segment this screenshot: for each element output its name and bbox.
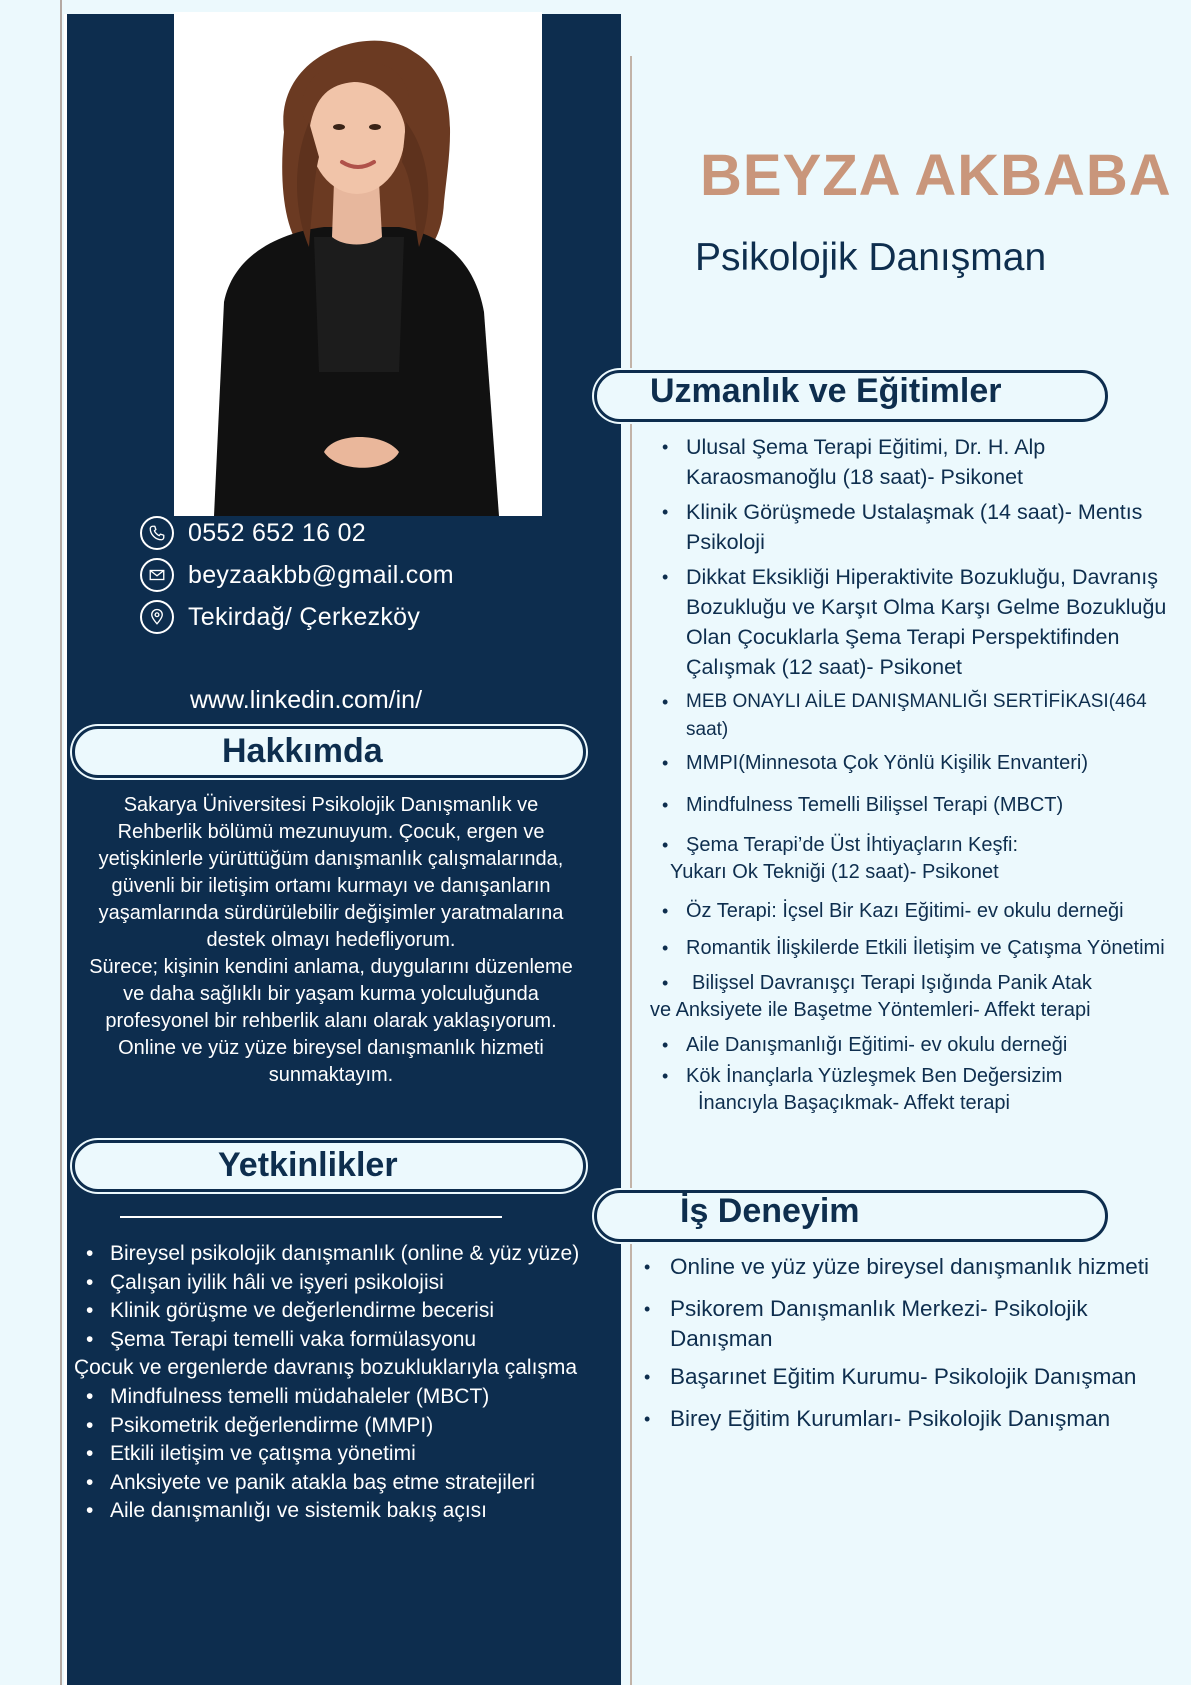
skills-list <box>74 1240 579 1526</box>
profile-photo <box>174 12 542 516</box>
experience-item: • Online ve yüz yüze bireysel danışmanlık hizmeti <box>640 1252 1180 1282</box>
skill-item: • Psikometrik değerlendirme (MMPI) <box>74 1412 579 1441</box>
experience-item: • Birey Eğitim Kurumları- Psikolojik Danışman <box>640 1404 1180 1434</box>
contact-phone[interactable] <box>140 516 366 550</box>
about-text <box>86 792 576 1089</box>
location-text: Tekirdağ/ Çerkezköy <box>188 602 421 631</box>
skill-item: • Aile danışmanlığı ve sistemik bakış açısı <box>74 1497 579 1526</box>
job-title: Psikolojik Danışman <box>695 236 1047 279</box>
experience-item: • Psikorem Danışmanlık Merkezi- Psikolojik Danışman <box>640 1294 1180 1354</box>
about-paragraph: Sakarya Üniversitesi Psikolojik Danışmanlık ve Rehberlik bölümü mezunuyum. Çocuk, ergen ve yetişkinlerle yürüttüğüm danışmanlık çalışmalarında, güvenli bir iletişim ortamı kurmayı ve danışanların yaşamlarında sürdürülebilir değişimler yaratmalarına destek olmayı hedefliyorum. <box>98 794 564 951</box>
phone-icon <box>140 516 174 550</box>
education-item: • Bilişsel Davranışçı Terapi Işığında Panik Atak <box>650 970 1190 997</box>
skills-divider <box>120 1216 502 1218</box>
education-item: • Şema Terapi’de Üst İhtiyaçların Keşfi: <box>650 832 1190 859</box>
experience-heading: İş Deneyim <box>680 1192 860 1230</box>
email-address: beyzaakbb@gmail.com <box>188 560 454 589</box>
location-pin-icon <box>140 600 174 634</box>
person-name: BEYZA AKBABA <box>700 143 1172 208</box>
experience-item: • Başarınet Eğitim Kurumu- Psikolojik Danışman <box>640 1362 1180 1392</box>
education-item: • MEB ONAYLI AİLE DANIŞMANLIĞI SERTİFİKASI(464 saat) <box>650 688 1190 744</box>
education-list <box>650 432 1190 1117</box>
about-paragraph: Sürece; kişinin kendini anlama, duygularını düzenleme ve daha sağlıklı bir yaşam kurma yolculuğunda profesyonel bir rehberlik alanı olarak yaklaşıyorum. Online ve yüz yüze bireysel danışmanlık hizmeti sunmaktayım. <box>89 956 573 1086</box>
about-heading: Hakkımda <box>222 732 383 770</box>
left-border-line <box>60 0 62 1685</box>
portrait-illustration <box>174 12 542 516</box>
skill-item: • Bireysel psikolojik danışmanlık (online & yüz yüze) <box>74 1240 579 1269</box>
skill-item: Çocuk ve ergenlerde davranış bozukluklarıyla çalışma <box>74 1356 578 1380</box>
education-item: ve Anksiyete ile Başetme Yöntemleri- Affekt terapi <box>650 999 1091 1021</box>
phone-number: 0552 652 16 02 <box>188 518 366 547</box>
education-item: • Ulusal Şema Terapi Eğitimi, Dr. H. Alp Karaosmanoğlu (18 saat)- Psikonet <box>650 432 1190 492</box>
education-item: Yukarı Ok Tekniği (12 saat)- Psikonet <box>670 861 999 883</box>
skill-item: • Klinik görüşme ve değerlendirme becerisi <box>74 1297 579 1326</box>
skill-item: • Etkili iletişim ve çatışma yönetimi <box>74 1440 579 1469</box>
contact-location <box>140 600 420 634</box>
education-item: • Dikkat Eksikliği Hiperaktivite Bozukluğu, Davranış Bozukluğu ve Karşıt Olma Karşı Gelme Bozukluğu Olan Çocuklarla Şema Terapi Perspektifinden Çalışmak (12 saat)- Psikonet <box>650 562 1190 682</box>
education-item: • Mindfulness Temelli Bilişsel Terapi (MBCT) <box>650 790 1190 820</box>
education-item: • Aile Danışmanlığı Eğitimi- ev okulu derneği <box>650 1030 1190 1060</box>
education-item: • Öz Terapi: İçsel Bir Kazı Eğitimi- ev okulu derneği <box>650 896 1190 926</box>
skill-item: • Şema Terapi temelli vaka formülasyonu <box>74 1326 579 1355</box>
skill-item: • Mindfulness temelli müdahaleler (MBCT) <box>74 1383 579 1412</box>
education-heading: Uzmanlık ve Eğitimler <box>650 372 1002 410</box>
divider-line <box>630 56 632 1685</box>
education-item: • Kök İnançlarla Yüzleşmek Ben Değersizim <box>650 1063 1190 1090</box>
contact-email[interactable] <box>140 558 454 592</box>
skills-heading: Yetkinlikler <box>218 1146 398 1184</box>
experience-list <box>640 1252 1180 1434</box>
education-item: • MMPI(Minnesota Çok Yönlü Kişilik Envanteri) <box>650 748 1190 778</box>
mail-icon <box>140 558 174 592</box>
skill-item: • Anksiyete ve panik atakla baş etme stratejileri <box>74 1469 579 1498</box>
education-item: • Klinik Görüşmede Ustalaşmak (14 saat)- Mentıs Psikoloji <box>650 497 1190 557</box>
education-item: İnancıyla Başaçıkmak- Affekt terapi <box>698 1092 1011 1114</box>
linkedin-link[interactable]: www.linkedin.com/in/ <box>190 686 423 714</box>
skill-item: • Çalışan iyilik hâli ve işyeri psikolojisi <box>74 1269 579 1298</box>
education-item: • Romantik İlişkilerde Etkili İletişim ve Çatışma Yönetimi <box>650 933 1190 963</box>
